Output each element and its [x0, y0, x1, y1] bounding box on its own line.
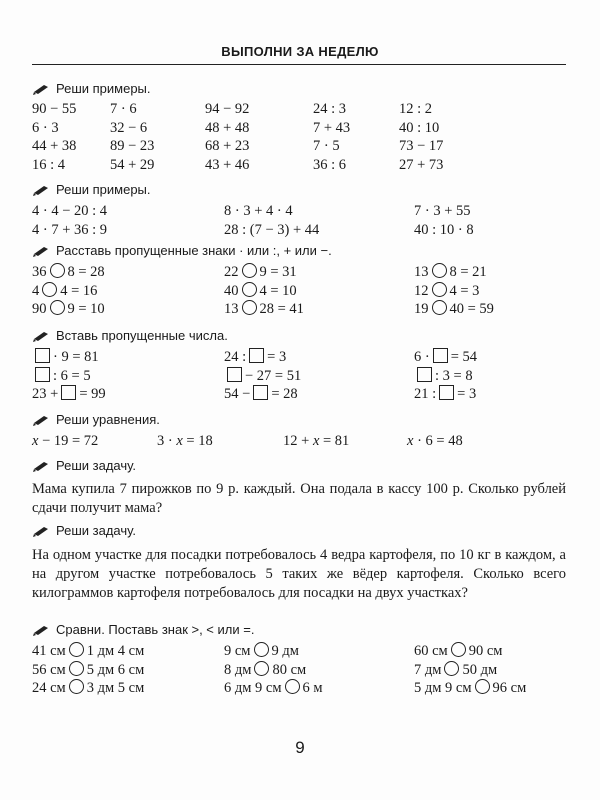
- example-cell: 54 + 29: [110, 156, 155, 173]
- page-title: ВЫПОЛНИ ЗА НЕДЕЛЮ: [221, 44, 379, 59]
- left-operand: 13: [224, 301, 239, 317]
- section-task-2: [32, 521, 566, 603]
- left-operand: 7 дм: [414, 661, 442, 678]
- example-cell: 4 · 4 − 20 : 4: [32, 203, 108, 219]
- section-header: [32, 241, 566, 261]
- comparison-cell: [414, 679, 564, 698]
- right-operand: 96 см: [492, 680, 527, 696]
- comparison-cell: [414, 661, 564, 680]
- example-cell: 6 · 3: [32, 119, 59, 136]
- left-operand: 19: [414, 301, 429, 317]
- example-cell: 36 : 6: [313, 156, 347, 173]
- left-part: 24 :: [224, 349, 247, 365]
- answer-box[interactable]: [433, 348, 448, 363]
- answer-circle[interactable]: [432, 263, 447, 278]
- pencil-icon: [32, 330, 50, 342]
- variable: x: [407, 433, 414, 449]
- left-operand: 36: [32, 264, 47, 280]
- section-header: [32, 79, 566, 99]
- right-operand: 4 = 10: [259, 282, 297, 299]
- equation-rest: · 6 = 48: [413, 433, 463, 449]
- comparison-cell: [414, 263, 564, 282]
- right-operand: 9 дм: [271, 643, 299, 659]
- example-cell: 40 : 10 · 8: [414, 221, 474, 238]
- equation: [407, 432, 527, 451]
- right-operand: 80 см: [272, 661, 307, 678]
- right-operand: 50 дм: [462, 661, 498, 678]
- left-operand: 5 дм 9 см: [414, 680, 472, 696]
- right-part: · 9 = 81: [53, 349, 99, 365]
- variable: x: [312, 433, 320, 449]
- section-header: [32, 410, 566, 430]
- variable: x: [176, 433, 183, 449]
- right-operand: 4 = 3: [449, 282, 480, 299]
- pencil-icon: [32, 83, 50, 95]
- comparison-cell: [414, 282, 564, 301]
- example-cell: 32 − 6: [110, 119, 148, 136]
- section-label: Сравни. Поставь знак >, < или =.: [56, 622, 255, 637]
- example-cell: 24 : 3: [313, 101, 347, 117]
- missing-number-cell: [224, 348, 414, 367]
- section-compare: [32, 620, 566, 698]
- answer-circle[interactable]: [285, 679, 300, 694]
- answer-circle[interactable]: [69, 642, 84, 657]
- left-operand: 24 см: [32, 680, 66, 696]
- left-operand: 56 см: [32, 661, 66, 678]
- missing-number-cell: [32, 348, 224, 367]
- answer-box[interactable]: [35, 348, 50, 363]
- answer-circle[interactable]: [69, 661, 84, 676]
- missing-number-cell: [414, 348, 564, 367]
- equations-grid: [32, 432, 566, 451]
- section-header: [32, 620, 566, 640]
- pencil-icon: [32, 184, 50, 196]
- comparison-cell: [32, 661, 224, 680]
- missing-number-cell: [32, 385, 224, 404]
- right-part: = 54: [450, 349, 478, 365]
- section-label: Реши примеры.: [56, 182, 151, 197]
- left-part: 54 −: [224, 386, 251, 402]
- answer-circle[interactable]: [432, 300, 447, 315]
- pencil-icon: [32, 245, 50, 257]
- section-examples-1: [32, 79, 566, 174]
- right-operand: 1 дм 4 см: [86, 643, 145, 659]
- comparison-cell: [32, 679, 224, 698]
- example-cell: 73 − 17: [399, 138, 444, 154]
- comparison-cell: [224, 300, 414, 319]
- answer-circle[interactable]: [242, 282, 257, 297]
- example-cell: 44 + 38: [32, 138, 77, 154]
- right-part: − 27 = 51: [245, 367, 302, 384]
- section-label: Вставь пропущенные числа.: [56, 328, 228, 343]
- comparison-cell: [32, 263, 224, 282]
- pencil-icon: [32, 525, 50, 537]
- example-cell: 12 : 2: [399, 101, 433, 117]
- section-label: Реши уравнения.: [56, 412, 160, 427]
- task-text: Мама купила 7 пирожков по 9 р. каждый. Она подала в кассу 100 р. Сколько рублей сдачи получит мама?: [32, 481, 566, 516]
- example-cell: 7 · 6: [110, 101, 137, 117]
- compare-grid: [32, 642, 566, 698]
- example-cell: 40 : 10: [399, 119, 440, 136]
- example-cell: 7 · 3 + 55: [414, 203, 471, 219]
- equation: [32, 432, 157, 451]
- right-operand: 40 = 59: [449, 301, 494, 317]
- left-part: 23 +: [32, 386, 59, 402]
- examples-grid: [32, 100, 566, 174]
- equation-rest: − 19 = 72: [38, 433, 99, 449]
- right-part: : 3 = 8: [435, 367, 473, 384]
- right-operand: 8 = 28: [67, 264, 105, 280]
- right-operand: 8 = 21: [449, 264, 487, 280]
- example-cell: 27 + 73: [399, 156, 444, 173]
- answer-circle[interactable]: [69, 679, 84, 694]
- right-operand: 3 дм 5 см: [86, 680, 145, 696]
- answer-circle[interactable]: [254, 661, 269, 676]
- left-operand: 12: [414, 282, 429, 299]
- answer-box[interactable]: [417, 367, 432, 382]
- right-operand: 5 дм 6 см: [86, 661, 145, 678]
- task-text: На одном участке для посадки потребовалось 4 ведра картофеля, по 10 кг в каждом, а на другом участке потребовалось 5 таких же вёдер картофеля. Сколько всего килограммов картофеля потребовалось для посадки на двух участках?: [32, 547, 566, 601]
- left-operand: 40: [224, 282, 239, 299]
- example-cell: 43 + 46: [205, 156, 250, 173]
- example-cell: 28 : (7 − 3) + 44: [224, 221, 320, 238]
- left-operand: 6 дм 9 см: [224, 680, 282, 696]
- missing-grid: [32, 348, 566, 404]
- left-operand: 9 см: [224, 643, 251, 659]
- equation-rest: = 81: [319, 433, 350, 449]
- pencil-icon: [32, 460, 50, 472]
- section-signs: [32, 241, 566, 319]
- pencil-icon: [32, 624, 50, 636]
- example-cell: 68 + 23: [205, 138, 250, 154]
- comparison-cell: [224, 642, 414, 661]
- section-label: Реши задачу.: [56, 523, 136, 538]
- answer-circle[interactable]: [42, 282, 57, 297]
- answer-circle[interactable]: [254, 642, 269, 657]
- answer-circle[interactable]: [444, 661, 459, 676]
- comparison-cell: [414, 642, 564, 661]
- left-operand: 8 дм: [224, 661, 252, 678]
- example-cell: 4 · 7 + 36 : 9: [32, 221, 108, 238]
- comparison-cell: [32, 300, 224, 319]
- answer-circle[interactable]: [432, 282, 447, 297]
- left-operand: 90: [32, 301, 47, 317]
- left-part: 6 ·: [414, 349, 430, 365]
- example-cell: 48 + 48: [205, 119, 250, 136]
- right-operand: 28 = 41: [259, 301, 304, 317]
- equation-prefix: 12 +: [283, 433, 313, 449]
- answer-circle[interactable]: [50, 263, 65, 278]
- missing-number-cell: [224, 385, 414, 404]
- left-operand: 60 см: [414, 643, 448, 659]
- variable: x: [32, 433, 39, 449]
- answer-box[interactable]: [227, 367, 242, 382]
- section-header: [32, 180, 566, 200]
- example-cell: 7 + 43: [313, 119, 351, 136]
- comparison-cell: [224, 263, 414, 282]
- left-operand: 13: [414, 264, 429, 280]
- example-cell: 8 · 3 + 4 · 4: [224, 203, 293, 219]
- right-operand: 6 м: [302, 680, 323, 696]
- right-part: = 99: [79, 386, 106, 402]
- answer-box[interactable]: [253, 385, 268, 400]
- right-operand: 4 = 16: [60, 282, 98, 299]
- answer-circle[interactable]: [475, 679, 490, 694]
- examples-grid: [32, 202, 566, 239]
- equation: [157, 432, 283, 451]
- section-label: Реши примеры.: [56, 81, 151, 96]
- comparison-cell: [224, 282, 414, 301]
- left-operand: 22: [224, 264, 239, 280]
- missing-number-cell: [224, 367, 414, 386]
- answer-circle[interactable]: [242, 300, 257, 315]
- example-cell: 7 · 5: [313, 138, 340, 154]
- example-cell: 90 − 55: [32, 101, 77, 117]
- section-header: [32, 326, 566, 346]
- comparison-cell: [32, 642, 224, 661]
- comparison-cell: [414, 300, 564, 319]
- section-header: [32, 456, 566, 476]
- section-header: [32, 521, 566, 541]
- left-part: 21 :: [414, 386, 437, 402]
- signs-grid: [32, 263, 566, 319]
- answer-box[interactable]: [35, 367, 50, 382]
- section-task-1: [32, 456, 566, 518]
- comparison-cell: [224, 679, 414, 698]
- right-operand: 9 = 31: [259, 264, 297, 280]
- answer-box[interactable]: [61, 385, 76, 400]
- missing-number-cell: [414, 385, 564, 404]
- left-operand: 4: [32, 282, 40, 299]
- equation-prefix: 3 ·: [157, 433, 177, 449]
- section-label: Расставь пропущенные знаки · или :, + или −.: [56, 243, 332, 258]
- right-part: = 3: [457, 386, 477, 402]
- page-number: 9: [295, 738, 305, 757]
- missing-number-cell: [32, 367, 224, 386]
- answer-circle[interactable]: [50, 300, 65, 315]
- equation: [283, 432, 407, 451]
- example-cell: 89 − 23: [110, 138, 155, 154]
- comparison-cell: [224, 661, 414, 680]
- answer-box[interactable]: [249, 348, 264, 363]
- answer-circle[interactable]: [451, 642, 466, 657]
- section-examples-2: [32, 180, 566, 239]
- right-part: = 3: [267, 349, 287, 365]
- answer-box[interactable]: [439, 385, 454, 400]
- example-cell: 16 : 4: [32, 156, 66, 173]
- title-rule: [32, 64, 566, 65]
- pencil-icon: [32, 414, 50, 426]
- section-label: Реши задачу.: [56, 458, 136, 473]
- section-equations: [32, 410, 566, 451]
- right-operand: 90 см: [468, 643, 503, 659]
- section-missing-numbers: [32, 326, 566, 404]
- comparison-cell: [32, 282, 224, 301]
- missing-number-cell: [414, 367, 564, 386]
- answer-circle[interactable]: [242, 263, 257, 278]
- example-cell: 94 − 92: [205, 101, 250, 117]
- left-operand: 41 см: [32, 643, 66, 659]
- right-part: = 28: [271, 386, 298, 402]
- right-operand: 9 = 10: [67, 301, 105, 317]
- equation-rest: = 18: [182, 433, 213, 449]
- right-part: : 6 = 5: [53, 367, 91, 384]
